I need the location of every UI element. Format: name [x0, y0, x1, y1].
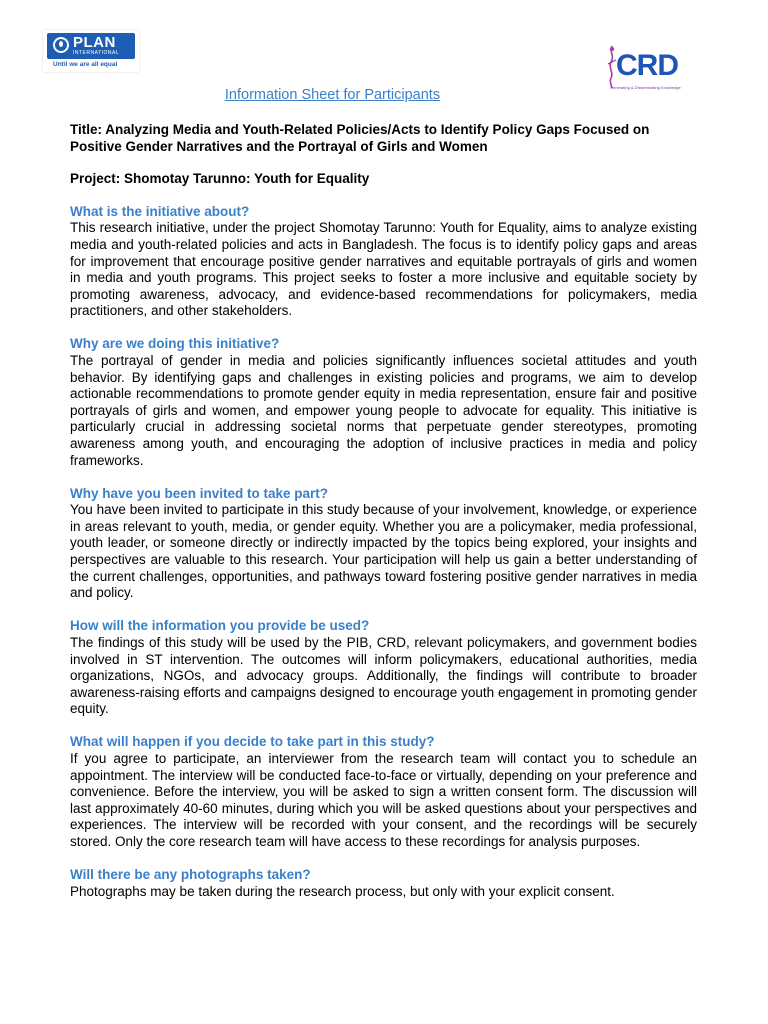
plan-logo-banner — [47, 33, 135, 59]
section-body: Photographs may be taken during the research process, but only with your explicit consent. — [70, 883, 615, 899]
section-heading: What is the initiative about? — [70, 203, 250, 219]
section-body: The findings of this study will be used by the PIB, CRD, relevant policymakers, and government bodies involved in ST intervention. The outcomes will inform policymakers, educational authorities, media organizations, NGOs, and advocacy groups. Additionally, the findings will contribute to broader awareness-raising efforts and campaigns designed to encourage youth engagement in promoting gender equity. — [70, 634, 697, 717]
plan-logo-tagline: Until we are all equal — [53, 61, 118, 68]
sheet-title: Information Sheet for Participants — [224, 87, 441, 103]
section-information-use — [70, 618, 697, 718]
document-title: Title: Analyzing Media and Youth-Related Policies/Acts to Identify Policy Gaps Focused on Positive Gender Narratives and the Portrayal of Girls and Women — [70, 122, 650, 154]
section-heading: Why have you been invited to take part? — [70, 485, 329, 501]
section-body: This research initiative, under the project Shomotay Tarunno: Youth for Equality, aims to analyze existing media and youth-related policies and acts in Bangladesh. The focus is to identify policy gaps and areas for improvement that encourage positive gender narratives and equitable portrayals of girls and women in media and youth programs. This project seeks to foster a more inclusive and equitable society by promoting awareness, advocacy, and evidence-based recommendations for policymakers, media practitioners, and other stakeholders. — [70, 220, 697, 319]
crd-logo-tagline: Generating & Disseminating Knowledge — [610, 85, 681, 90]
section-heading: Will there be any photographs taken? — [70, 867, 311, 883]
section-heading: How will the information you provide be used? — [70, 618, 370, 634]
section-invited — [70, 486, 697, 602]
section-participation — [70, 734, 697, 850]
section-heading: Why are we doing this initiative? — [70, 336, 280, 352]
section-body: The portrayal of gender in media and policies significantly influences societal attitudes and youth behavior. By identifying gaps and challenges in existing policies and programs, we aim to develop actionable recommendations to promote gender equity in media representation, ensure fair and positive portrayals of girls and women, and empower young people to advocate for equality. This initiative is particularly crucial in addressing societal norms that perpetuate gender stereotypes, promoting awareness among youth, and encouraging the adoption of inclusive practices in media and policy frameworks. — [70, 353, 697, 468]
section-why — [70, 336, 697, 469]
plan-logo-word: PLAN — [73, 34, 116, 51]
plan-international-logo — [43, 30, 139, 72]
section-heading: What will happen if you decide to take part in this study? — [70, 734, 435, 750]
crd-logo-word: CRD — [616, 49, 678, 82]
plan-logo-sub: INTERNATIONAL — [73, 50, 120, 56]
document-body — [70, 86, 697, 917]
section-body: If you agree to participate, an interviewer from the research team will contact you to schedule an appointment. The interview will be conducted face-to-face or virtually, depending on your preference and convenience. Before the interview, you will be asked to sign a written consent form. The discussion will last approximately 40-60 minutes, during which you will be asked questions about your perspectives and experiences. The interview will be recorded with your consent, and the recordings will be securely stored. Only the core research team will have access to these recordings for analysis purposes. — [70, 751, 697, 849]
section-initiative — [70, 204, 697, 320]
project-name: Project: Shomotay Tarunno: Youth for Equality — [70, 171, 370, 187]
section-photographs — [70, 867, 697, 900]
plan-emblem-icon — [53, 37, 69, 53]
section-body: You have been invited to participate in this study because of your involvement, knowledge, or experience in areas relevant to youth, media, or gender equity. Whether you are a policymaker, media professional, youth leader, or someone directly or indirectly impacted by the topics being explored, your insights and perspectives are valuable to this research. Your participation will help us gain a better understanding of the current challenges, opportunities, and pathways toward fostering positive gender narratives in media and policy. — [70, 502, 697, 601]
